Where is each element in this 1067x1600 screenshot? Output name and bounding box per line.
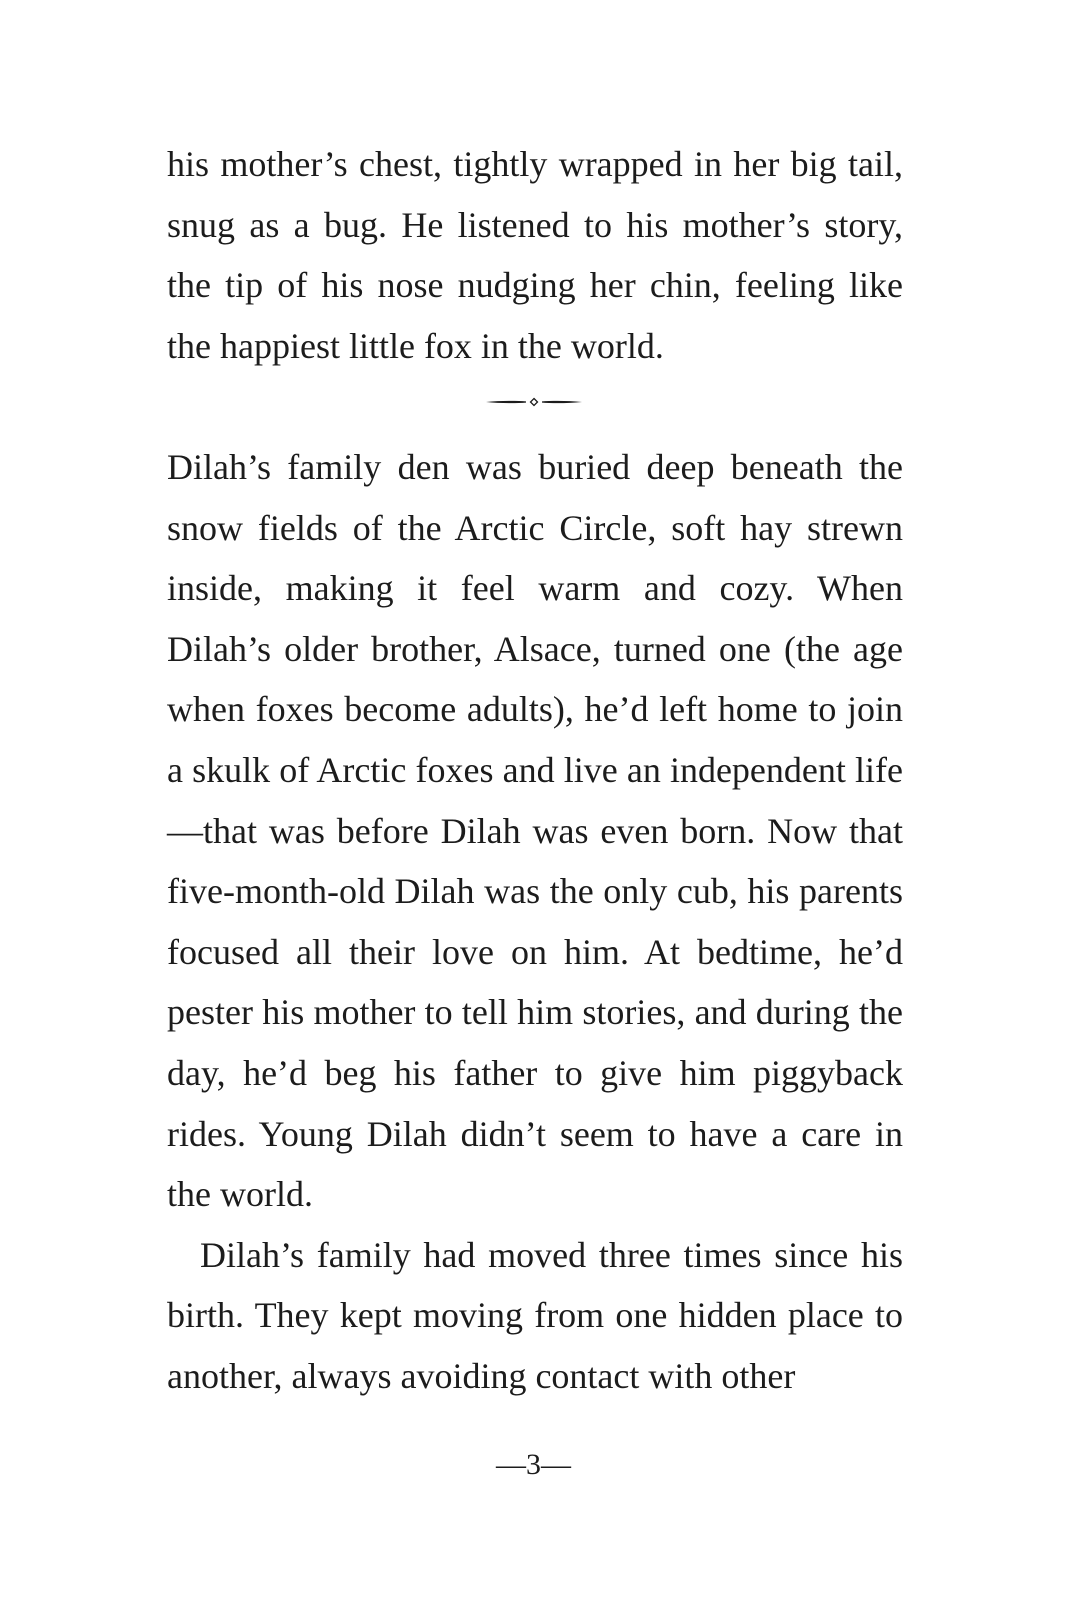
- paragraph-den: Dilah’s family den was buried deep beneath the snow fields of the Arctic Circle, soft hay strewn inside, making it feel warm and cozy. When Dilah’s older brother, Alsace, turned one (the age when foxes become adults), he’d left home to join a skulk of Arctic foxes and live an independent life—that was before Dilah was even born. Now that five-month-old Dilah was the only cub, his parents focused all their love on him. At bedtime, he’d pester his mother to tell him stories, and during the day, he’d beg his father to give him piggyback rides. Young Dilah didn’t seem to have a care in the world.: [167, 447, 903, 1215]
- top-text-section: [167, 134, 903, 376]
- main-text-section: [167, 437, 903, 1407]
- paragraph-moved: Dilah’s family had moved three times since his birth. They kept moving from one hidden place to another, always avoiding contact with other: [167, 1234, 903, 1396]
- scene-break-ornament-icon: [486, 394, 582, 410]
- page-number: —3—: [496, 1448, 571, 1481]
- paragraph-continued: his mother’s chest, tightly wrapped in her big tail, snug as a bug. He listened to his mother’s story, the tip of his nose nudging her chin, feeling like the happiest little fox in the world.: [167, 144, 903, 366]
